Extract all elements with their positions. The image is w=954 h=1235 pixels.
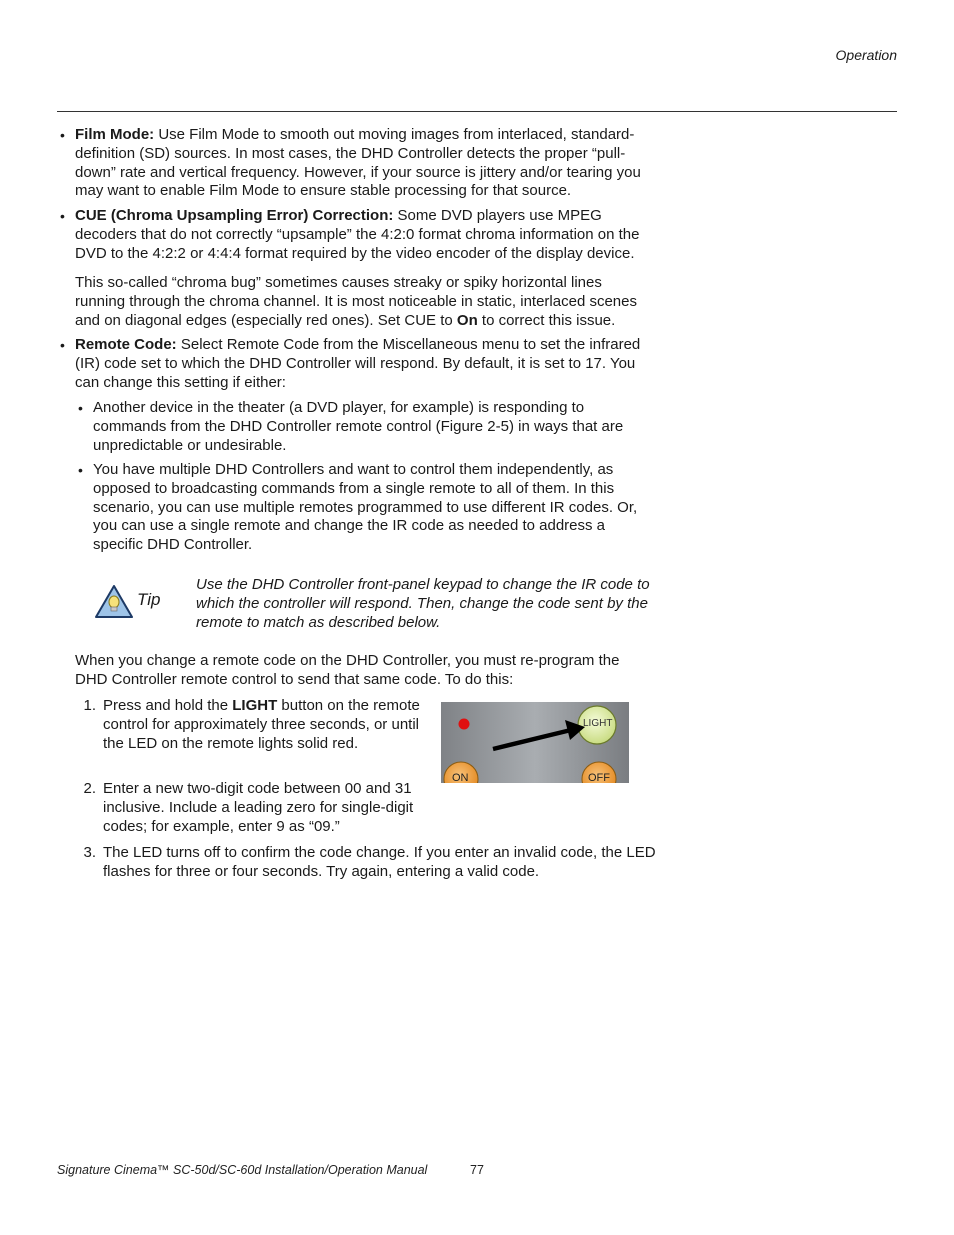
lightbulb-icon	[94, 584, 134, 620]
running-header: Operation	[835, 47, 897, 63]
step-number: 2.	[83, 780, 96, 797]
cue-on-value: On	[456, 311, 478, 329]
light-button-label: LIGHT	[583, 718, 613, 729]
step-number: 1.	[83, 697, 96, 714]
header-rule	[57, 111, 897, 112]
cue-paragraph-text: This so-called “chroma bug” sometimes causes streaky or spiky horizontal lines running through the chroma channel. It is most noticeable in static, interlaced scenes and on diagonal edges (especially red ones). Set CUE to	[75, 274, 637, 329]
procedure-intro: When you change a remote code on the DHD Controller, you must re-program the DHD Controller remote control to send that same code. To do this:	[75, 652, 620, 688]
remote-code-title: Remote Code:	[75, 336, 177, 353]
sub-bullet-item: You have multiple DHD Controllers and want to control them independently, as opposed to broadcasting commands from a single remote to all of them. In this scenario, you can use multiple remotes programmed to use different IR codes. Or, you can use a single remote and change the IR code as needed to address a specific DHD Controller.	[93, 461, 638, 554]
sub-bullet-marker: •	[78, 462, 83, 478]
cue-title: CUE (Chroma Upsampling Error) Correction:	[75, 207, 394, 224]
bullet-marker: •	[60, 208, 65, 224]
step-1-text	[103, 697, 423, 753]
film-mode-title: Film Mode:	[75, 126, 155, 143]
bullet-marker: •	[60, 127, 65, 143]
sub-bullet-item: Another device in the theater (a DVD player, for example) is responding to commands from the DHD Controller remote control (Figure 2-5) in ways that are unpredictable or undesirable.	[93, 399, 624, 454]
film-mode-body: Use Film Mode to smooth out moving images from interlaced, standard-definition (SD) sources. In most cases, the DHD Controller detects the proper “pull-down” rate and vertical frequency. However, if your source is jittery and/or tearing you may want to enable Film Mode to ensure stable processing for that source.	[75, 126, 641, 200]
tip-text: Use the DHD Controller front-panel keypad to change the IR code to which the controller will respond. Then, change the code sent by the remote to match as described below.	[196, 576, 650, 631]
cue-paragraph	[75, 274, 655, 330]
cue-item	[75, 207, 655, 263]
light-button-name: LIGHT	[232, 697, 278, 714]
step-1-rest: button on the remote control for approximately three seconds, or until the LED on the remote lights solid red.	[103, 697, 420, 752]
step-2-text: Enter a new two-digit code between 00 and 31 inclusive. Include a leading zero for single-digit codes; for example, enter 9 as “09.”	[103, 780, 414, 835]
page-number: 77	[470, 1163, 484, 1178]
remote-control-image	[441, 702, 629, 783]
step-3-text: The LED turns off to confirm the code change. If you enter an invalid code, the LED flashes for three or four seconds. Try again, entering a valid code.	[103, 844, 656, 880]
cue-paragraph-end: to correct this issue.	[477, 311, 616, 329]
step-number: 3.	[83, 844, 96, 861]
led-indicator	[459, 719, 470, 730]
bullet-marker: •	[60, 337, 65, 353]
remote-code-body: Select Remote Code from the Miscellaneous menu to set the infrared (IR) code set to which the DHD Controller will respond. By default, it is set to 17. You can change this setting if either:	[75, 336, 641, 391]
sub-bullet-marker: •	[78, 400, 83, 416]
remote-code-item	[75, 336, 655, 392]
footer-manual-title: Signature Cinema™ SC-50d/SC-60d Installation/Operation Manual	[57, 1163, 428, 1178]
cue-body: Some DVD players use MPEG decoders that do not correctly “upsample” the 4:2:0 format chroma information on the DVD to the 4:2:2 or 4:4:4 format required by the video encoder of the display device.	[75, 207, 640, 262]
step-1-lead: Press and hold the	[103, 697, 233, 714]
on-button-label: ON	[452, 772, 469, 783]
tip-label: Tip	[137, 590, 161, 609]
film-mode-item	[75, 126, 655, 201]
off-button-label: OFF	[588, 772, 610, 783]
